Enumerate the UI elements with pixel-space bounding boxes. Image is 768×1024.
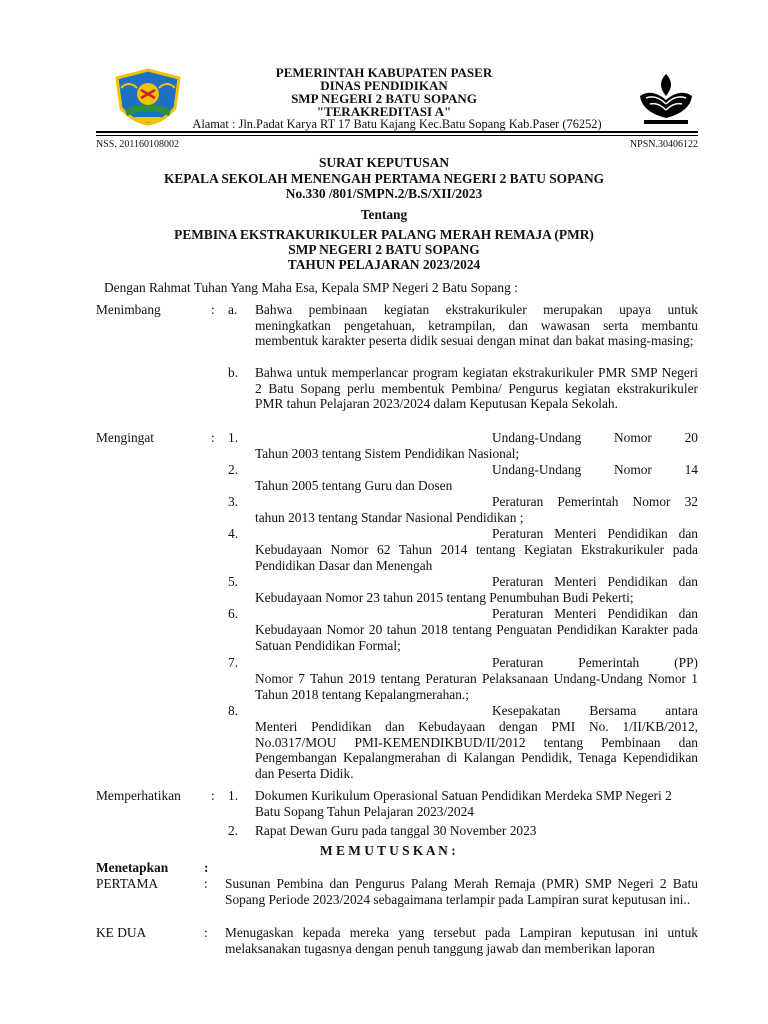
kedua-label: KE DUA [96,925,147,940]
menimbang-label: Menimbang [96,302,161,317]
mengingat-item-1-head: Undang-Undang Nomor 20 [492,430,698,445]
menimbang-colon: : [211,302,215,317]
mengingat-item-5-body: Kebudayaan Nomor 23 tahun 2015 tentang Penumbuhan Budi Pekerti; [255,590,634,605]
mengingat-item-3-head: Peraturan Pemerintah Nomor 32 [492,494,698,509]
decree-number: No.330 /801/SMPN.2/B.S/XII/2023 [285,186,483,201]
mengingat-item-5-head: Peraturan Menteri Pendidikan dan [492,574,698,589]
mengingat-item-2-head: Undang-Undang Nomor 14 [492,462,698,477]
mengingat-marker-1: 1. [228,430,239,445]
decree-subject-year: TAHUN PELAJARAN 2023/2024 [287,257,481,272]
mengingat-item-7-body: Nomor 7 Tahun 2019 tentang Peraturan Pelaksanaan Undang-Undang Nomor 1 Tahun 2018 tentang Kepalangmerahan.; [255,671,698,702]
letterhead-department: DINAS PENDIDIKAN [320,78,448,93]
mengingat-item-6-body: Kebudayaan Nomor 20 tahun 2018 tentang Penguatan Pendidikan Karakter pada Satuan Pendidikan Formal; [255,622,698,653]
pertama-label: PERTAMA [96,876,159,891]
mengingat-marker-5: 5. [228,574,239,589]
memperhatikan-marker-2: 2. [228,823,239,838]
mengingat-marker-3: 3. [228,494,239,509]
mengingat-item-4-head: Peraturan Menteri Pendidikan dan [492,526,698,541]
decree-title: SURAT KEPUTUSAN [318,155,450,170]
mengingat-colon: : [211,430,215,445]
mengingat-marker-4: 4. [228,526,239,541]
opening-statement: Dengan Rahmat Tuhan Yang Maha Esa, Kepala SMP Negeri 2 Batu Sopang : [104,280,518,295]
npsn-number: NPSN.30406122 [629,139,698,150]
letterhead-government: PEMERINTAH KABUPATEN PASER [275,65,493,80]
memperhatikan-item-1: Dokumen Kurikulum Operasional Satuan Pendidikan Merdeka SMP Negeri 2 Batu Sopang Tahun Pelajaran 2023/2024 [255,788,672,819]
memutuskan-heading: M E M U T U S K A N : [320,843,456,858]
mengingat-item-6-head: Peraturan Menteri Pendidikan dan [492,606,698,621]
nss-number: NSS. 201160108002 [96,139,179,150]
pertama-colon: : [204,876,208,891]
mengingat-item-1-body: Tahun 2003 tentang Sistem Pendidikan Nasional; [255,446,520,461]
tut-wuri-handayani-icon [632,66,700,128]
menimbang-marker-b: b. [228,365,239,380]
memperhatikan-marker-1: 1. [228,788,239,803]
letterhead-address: Alamat : Jln.Padat Karya RT 17 Batu Kajang Kec.Batu Sopang Kab.Paser (76252) [192,117,602,131]
mengingat-item-3-body: tahun 2013 tentang Standar Nasional Pendidikan ; [255,510,524,525]
decree-subject: PEMBINA EKSTRAKURIKULER PALANG MERAH REMAJA (PMR) [174,227,594,242]
mengingat-marker-6: 6. [228,606,239,621]
mengingat-item-2-body: Tahun 2005 tentang Guru dan Dosen [255,478,453,493]
mengingat-item-7-head: Peraturan Pemerintah (PP) [492,655,698,670]
letterhead-divider-thick [96,131,698,133]
mengingat-marker-7: 7. [228,655,239,670]
memperhatikan-colon: : [211,788,215,803]
kedua-text: Menugaskan kepada mereka yang tersebut pada Lampiran keputusan ini untuk melaksanakan tugasnya dengan penuh tanggung jawab dan memberikan laporan [225,925,698,956]
menetapkan-colon: : [204,860,209,875]
decree-about: Tentang [360,207,408,222]
decree-subject-school: SMP NEGERI 2 BATU SOPANG [288,242,480,257]
decree-issuer: KEPALA SEKOLAH MENENGAH PERTAMA NEGERI 2 BATU SOPANG [163,171,605,186]
letterhead-divider-thin [96,135,698,136]
menetapkan-label: Menetapkan [96,860,169,875]
kedua-colon: : [204,925,208,940]
menimbang-marker-a: a. [228,302,238,317]
memperhatikan-label: Memperhatikan [96,788,181,803]
pertama-text: Susunan Pembina dan Pengurus Palang Merah Remaja (PMR) SMP Negeri 2 Batu Sopang Periode 2023/2024 sebagaimana terlampir pada Lampiran surat keputusan ini.. [225,876,698,907]
letterhead-school: SMP NEGERI 2 BATU SOPANG [291,91,477,106]
menimbang-item-b: Bahwa untuk memperlancar program kegiatan ekstrakurikuler PMR SMP Negeri 2 Batu Sopang perlu membentuk Pembina/ Pengurus kegiatan ekstrakurikuler PMR tahun Pelajaran 2023/2024 dalam Keputusan Kepala Sekolah. [255,365,698,412]
mengingat-item-8-head: Kesepakatan Bersama antara [492,703,698,718]
menimbang-item-a: Bahwa pembinaan kegiatan ekstrakurikuler merupakan upaya untuk meningkatkan pengetahuan, ketrampilan, dan wawasan serta membantu membentuk karakter peserta didik sesuai dengan minat dan bakat masing-masing; [255,302,698,349]
mengingat-item-4-body: Kebudayaan Nomor 62 Tahun 2014 tentang Kegiatan Ekstrakurikuler pada Pendidikan Dasar dan Menengah [255,542,698,573]
mengingat-marker-2: 2. [228,462,239,477]
mengingat-label: Mengingat [96,430,155,445]
tut-wuri-logo [632,66,700,128]
memperhatikan-item-2: Rapat Dewan Guru pada tanggal 30 November 2023 [255,823,537,838]
mengingat-item-8-body: Menteri Pendidikan dan Kebudayaan dengan PMI No. 1/II/KB/2012, No.0317/MOU PMI-KEMENDIKBUD/II/2012 tentang Pembinaan dan Pengembangan Kepalangmerahan di Kalangan Pendidik, Tenaga Kependidikan dan Peserta Didik. [255,719,698,781]
letterhead-accreditation: "TERAKREDITASI A" [316,104,452,119]
mengingat-marker-8: 8. [228,703,239,718]
